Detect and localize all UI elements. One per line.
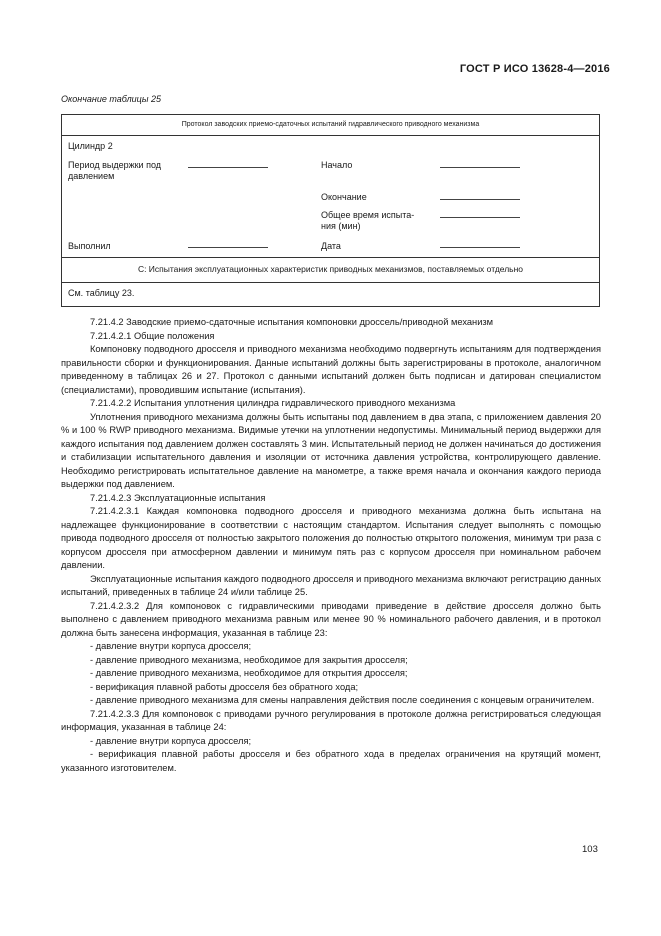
list-item: - давление приводного механизма, необходимое для открытия дросселя; [90,668,408,678]
heading-7-21-4-2-2: 7.21.4.2.2 Испытания уплотнения цилиндра гидравлического приводного механизма [90,398,456,408]
heading-7-21-4-2-3: 7.21.4.2.3 Эксплуатационные испытания [90,492,266,503]
heading-7-21-4-2-1: 7.21.4.2.1 Общие положения [90,330,215,341]
body-text [61,316,601,775]
hold-period-blank [188,167,268,168]
cylinder-label: Цилиндр 2 [68,141,113,151]
date-label: Дата [321,241,341,251]
list-item: - давление внутри корпуса дросселя; [90,735,252,746]
hold-period-label-1: Период выдержки под [68,160,161,170]
performed-by-blank [188,247,268,248]
section-c-row: С: Испытания эксплуатационных характеристик приводных механизмов, поставляемых отдельно [62,258,600,283]
list-item: - давление внутри корпуса дросселя; [90,641,252,651]
performed-by-label: Выполнил [68,241,111,251]
paragraph: Эксплуатационные испытания каждого подводного дросселя и приводного механизма включают регистрацию данных испытаний, приведенных в таблице 24 и/или таблице 25. [61,573,601,597]
total-time-label-1: Общее время испыта- [321,210,415,220]
list-item: - верификация плавной работы дросселя и без обратного хода в пределах ограничения на крутящий момент, указанного изготовителем. [61,749,601,773]
hold-period-label-2: давлением [68,171,115,181]
standard-code: ГОСТ Р ИСО 13628-4—2016 [459,63,610,75]
paragraph: 7.21.4.2.3.3 Для компоновок с приводами ручного регулирования в протоколе должна регистрироваться следующая информация, указанная в таблице 24: [61,708,601,732]
paragraph: 7.21.4.2.3.2 Для компоновок с гидравлическими приводами приведение в действие дросселя должно быть выполнено с давлением приводного механизма равным или менее 90 % номинального рабочего давления, и в протокол должна быть занесена информация, указанная в таблице 23: [61,600,601,638]
date-blank [440,247,520,248]
table-caption: Окончание таблицы 25 [61,94,161,104]
see-table-row: См. таблицу 23. [62,283,600,307]
table-title: Протокол заводских приемо-сдаточных испытаний гидравлического приводного механизма [62,115,600,136]
list-item: - давление приводного механизма для смены направления действия после соединения с концевым ограничителем. [90,695,595,705]
paragraph: Компоновку подводного дросселя и приводного механизма необходимо подвергнуть испытаниям для подтверждения правильности сборки и функционирования. Данные испытаний должны быть зарегистрированы в протоколе, аналогичном приведенному в таблицах 26 и 27. Протокол с данными испытаний должен быть подписан и датирован специалистом (специалистами), проводившим испытание (испытания). [61,344,601,395]
total-time-blank [440,217,520,218]
end-label: Окончание [321,192,367,202]
paragraph: Уплотнения приводного механизма должны быть испытаны под давлением в два этапа, с приложением давления 20 % и 100 % RWP приводного механизма. Видимые утечки на уплотнении недопустимы. Минимальный период выдержки для каждого испытания под давлением должен составлять 3 мин. Испытательный период не должен начинаться до достижения и стабилизации испытательного давления и изоляции от источника давления устройства, контролирующего давление. Необходимо регистрировать испытательное давление на манометре, а также время начала и окончания каждого периода выдержки под давлением. [61,411,601,489]
list-item: - верификация плавной работы дросселя без обратного хода; [90,681,359,692]
table-25 [61,114,600,307]
total-time-label-2: ния (мин) [321,221,361,231]
table-grid-cell [62,136,600,258]
start-blank [440,167,520,168]
list-item: - давление приводного механизма, необходимое для закрытия дросселя; [90,654,408,665]
table-grid [62,136,599,257]
heading-7-21-4-2: 7.21.4.2 Заводские приемо-сдаточные испытания компоновки дроссель/приводной механизм [90,317,494,327]
page-number: 103 [582,844,598,855]
end-blank [440,199,520,200]
start-label: Начало [321,160,353,170]
paragraph: 7.21.4.2.3.1 Каждая компоновка подводного дросселя и приводного механизма должна быть испытана на надлежащее функционирование в соответствии с настоящим стандартом. Испытания следует выполнять с помощью привода подводного дросселя от полностью закрытого положения до полностью открытого положения, минимум три раза с корпусом дросселя при атмосферном давлении и минимум пять раз с корпусом дросселя при номинальном рабочем давлении. [61,506,601,570]
